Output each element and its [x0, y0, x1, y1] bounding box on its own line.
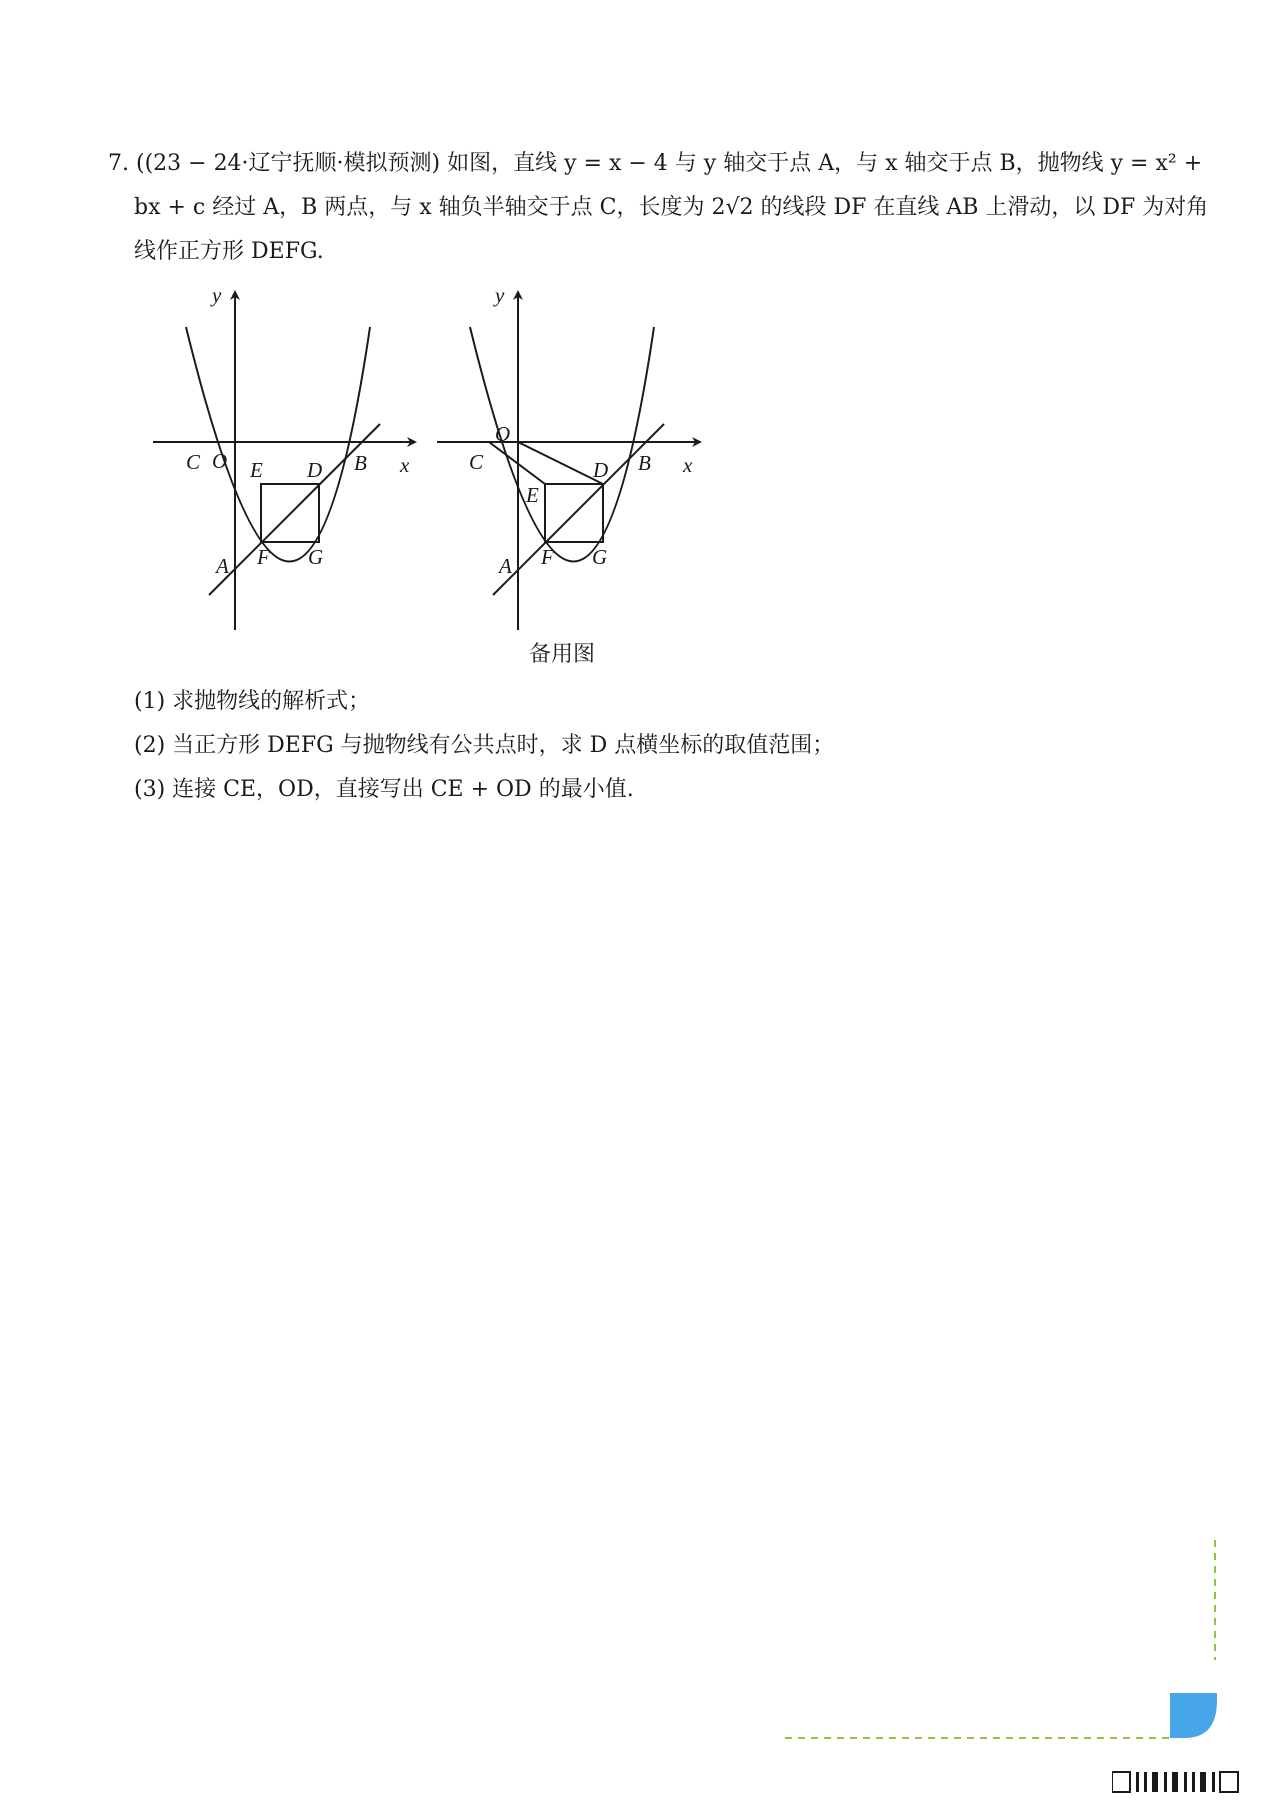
- figure-caption: 备用图: [529, 642, 596, 667]
- label-a: A: [499, 554, 512, 578]
- label-f: F: [257, 545, 270, 569]
- label-b: B: [638, 451, 651, 475]
- label-y: y: [212, 283, 222, 307]
- label-d: D: [593, 458, 609, 482]
- label-e: E: [250, 458, 263, 482]
- page-number: 4: [1196, 1657, 1208, 1680]
- question-3: (3) 连接 CE，OD，直接写出 CE + OD 的最小值.: [134, 777, 634, 802]
- barcode-icon: [1112, 1768, 1262, 1796]
- label-c: C: [469, 450, 484, 474]
- label-a: A: [216, 554, 229, 578]
- label-f: F: [541, 545, 554, 569]
- label-y: y: [495, 283, 505, 307]
- label-g: G: [592, 545, 608, 569]
- label-x: x: [683, 453, 693, 477]
- problem-line-1: 7. ((23 − 24·辽宁抚顺·模拟预测) 如图，直线 y = x − 4 与 y 轴交于点 A，与 x 轴交于点 B，抛物线 y = x² +: [108, 151, 1203, 176]
- label-d: D: [307, 458, 323, 482]
- label-e: E: [526, 483, 539, 507]
- question-1: (1) 求抛物线的解析式；: [134, 689, 371, 714]
- label-b: B: [354, 451, 367, 475]
- page-number-badge: [1170, 1693, 1217, 1738]
- label-o: O: [212, 449, 228, 473]
- label-o: O: [495, 422, 511, 446]
- label-g: G: [308, 545, 324, 569]
- problem-line-3: 线作正方形 DEFG.: [134, 239, 324, 264]
- label-x: x: [400, 453, 410, 477]
- label-c: C: [186, 450, 201, 474]
- problem-line-2: bx + c 经过 A，B 两点，与 x 轴负半轴交于点 C，长度为 2√2 的线段 DF 在直线 AB 上滑动，以 DF 为对角: [134, 195, 1209, 220]
- question-2: (2) 当正方形 DEFG 与抛物线有公共点时，求 D 点横坐标的取值范围；: [134, 733, 835, 758]
